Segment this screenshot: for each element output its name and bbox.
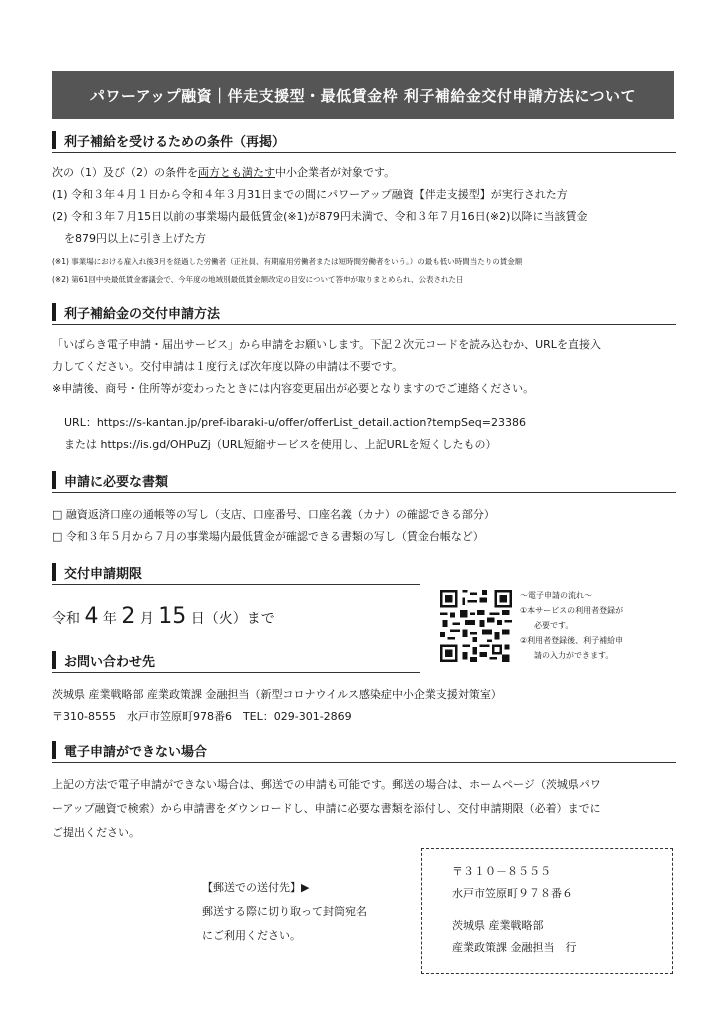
heading-marker xyxy=(52,131,56,149)
condition-2-cont: を879円以上に引き上げた方 xyxy=(64,232,206,245)
section-heading-conditions: 利子補給を受けるための条件（再掲） xyxy=(52,130,285,150)
mail-destination-note: 【郵送での送付先】▶ 郵送する際に切り取って封筒宛名 にご利用ください。 xyxy=(202,881,367,942)
heading-rule xyxy=(52,584,420,585)
section-heading-deadline: 交付申請期限 xyxy=(52,562,142,582)
document-item-1: □ 融資返済口座の通帳等の写し（支店、口座番号、口座名義（カナ）の確認できる部分） xyxy=(52,508,495,521)
heading-marker xyxy=(52,741,56,759)
mailing-label-box xyxy=(421,848,673,974)
heading-rule xyxy=(52,762,676,763)
heading-marker xyxy=(52,303,56,321)
condition-2: (2) 令和３年７月15日以前の事業場内最低賃金(※1)が879円未満で、令和３年７月16日(※2)以降に当該賃金 xyxy=(52,210,588,223)
application-url[interactable]: URL：https://s-kantan.jp/pref-ibaraki-u/offer/offerList_detail.action?tempSeq=23386 xyxy=(64,416,526,429)
qr-code-icon xyxy=(440,590,512,662)
section-heading-documents: 申請に必要な書類 xyxy=(52,470,168,490)
mail-text-1: 上記の方法で電子申請ができない場合は、郵送での申請も可能です。郵送の場合は、ホームページ（茨城県パワ xyxy=(52,778,601,791)
conditions-intro: 次の（1）及び（2）の条件を両方とも満たす中小企業者が対象です。 xyxy=(52,166,396,179)
heading-rule xyxy=(52,152,676,153)
contact-address: 〒310-8555 水戸市笠原町978番6 TEL：029-301-2869 xyxy=(52,710,352,723)
condition-1: (1) 令和３年４月１日から令和４年３月31日までの間にパワーアップ融資【伴走支援型】が実行された方 xyxy=(52,188,568,201)
method-text-1: 「いばらき電子申請・届出サービス」から申請をお願いします。下記２次元コードを読み込むか、URLを直接入 xyxy=(52,338,601,351)
mail-address: 水戸市笠原町９７８番６ xyxy=(452,887,573,900)
mail-zip: 〒３１０－８５５５ xyxy=(452,865,551,878)
short-url[interactable]: または https://is.gd/OHPuZj（URL短縮サービスを使用し、上記URLを短くしたもの） xyxy=(64,438,497,451)
heading-rule xyxy=(52,324,676,325)
footnote-2: (※2) 第61回中央最低賃金審議会で、今年度の地域別最低賃金額改定の目安について答申が取りまとめられ、公表された日 xyxy=(52,275,464,284)
heading-rule xyxy=(52,492,676,493)
section-heading-mail: 電子申請ができない場合 xyxy=(52,740,207,760)
contact-department: 茨城県 産業戦略部 産業政策課 金融担当（新型コロナウイルス感染症中小企業支援対策室） xyxy=(52,688,502,701)
heading-rule xyxy=(52,672,420,673)
deadline-date: 令和 4 年 2 月 15 日（火）まで xyxy=(52,604,275,629)
mail-text-2: ーアップ融資で検索）から申請書をダウンロードし、申請に必要な書類を添付し、交付申請期限（必着）までに xyxy=(52,802,601,815)
method-text-2: 力してください。交付申請は１度行えば次年度以降の申請は不要です。 xyxy=(52,360,404,373)
mail-text-3: ご提出ください。 xyxy=(52,826,140,839)
mail-dept-1: 茨城県 産業戦略部 xyxy=(452,919,544,932)
section-heading-method: 利子補給金の交付申請方法 xyxy=(52,302,220,322)
heading-marker xyxy=(52,471,56,489)
document-item-2: □ 令和３年５月から７月の事業場内最低賃金が確認できる書類の写し（賃金台帳など） xyxy=(52,530,484,543)
mail-dept-2: 産業政策課 金融担当 行 xyxy=(452,941,577,954)
section-heading-contact: お問い合わせ先 xyxy=(52,650,155,670)
footnote-1: (※1) 事業場における雇入れ後3月を経過した労働者（正社員、有期雇用労働者または短時間労働者をいう。）の最も低い時間当たりの賃金額 xyxy=(52,257,523,266)
method-notice: ※申請後、商号・住所等が変わったときには内容変更届出が必要となりますのでご連絡ください。 xyxy=(52,382,535,395)
e-application-flow: ～電子申請の流れ～ ①本サービスの利用者登録が 必要です。 ②利用者登録後、利子補給申 請の入力ができます。 xyxy=(520,591,624,660)
page-title: パワーアップ融資｜伴走支援型・最低賃金枠 利子補給金交付申請方法について xyxy=(52,71,674,119)
heading-marker xyxy=(52,563,56,581)
heading-marker xyxy=(52,651,56,669)
